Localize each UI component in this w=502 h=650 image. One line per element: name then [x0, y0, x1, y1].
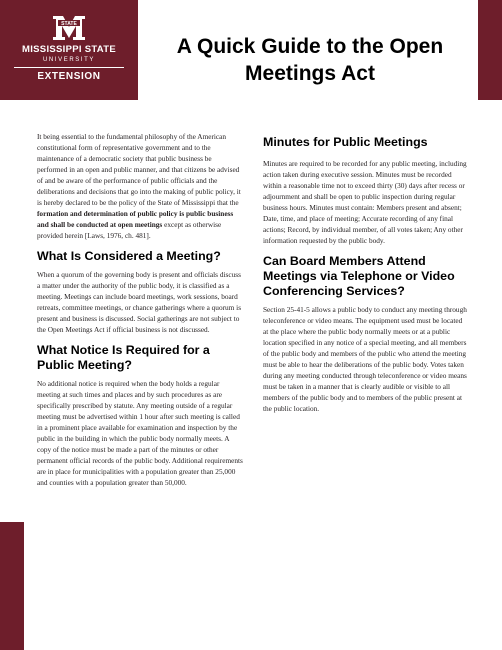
heading-what-is-considered-meeting: What Is Considered a Meeting? [37, 249, 221, 263]
decorative-bar-bottom-left [0, 522, 24, 650]
msu-m-logo-icon [51, 10, 87, 46]
intro-bold-text: formation and determination of public policy is public business and shall be conducted at open meetings [37, 209, 234, 229]
page-title: A Quick Guide to the Open Meetings Act [176, 35, 444, 85]
left-column [37, 131, 243, 488]
heading-notice-required: What Notice Is Required for a Public Meeting? [37, 343, 210, 372]
logo-divider [14, 67, 124, 68]
heading-telephone-video: Can Board Members Attend Meetings via Telephone or Video Conferencing Services? [263, 254, 455, 298]
decorative-bar-top-right [478, 0, 502, 100]
logo-extension-word: EXTENSION [37, 71, 101, 82]
intro-paragraph: It being essential to the fundamental philosophy of the American constitutional form of representative government and to the maintenance of a democratic society that public business be performed in an open and public manner, and that citizens be advised of and be aware of the performance of public officials and the deliberations and decisions that go into the making of public policy, it is hereby declared to be the policy of the State of Mississippi that the formation and determination of public policy is public business and shall be conducted at open meetings except as otherwise provided herein [Laws, 1976, ch. 481]. [37, 132, 241, 240]
logo-university-word: UNIVERSITY [42, 57, 95, 63]
logo-university-name: MISSISSIPPI STATE [22, 44, 116, 55]
heading-minutes: Minutes for Public Meetings [263, 135, 428, 149]
right-column [263, 158, 469, 414]
msu-extension-logo [0, 0, 138, 100]
logo-state-word: STATE [61, 21, 77, 27]
minutes-paragraph: Minutes are required to be recorded for any public meeting, including action taken during executive session. Minutes must be recorded within a reasonable time not to exceed thirty (30) days after recess or adjournment and shall be open to public inspection during regular business hours. Minutes must contain: Members present and absent; Date, time, and place of meeting; Accurate recording of any final actions; Record, by individual member, of all votes taken; Any other information requested by the public body. [263, 159, 467, 245]
considered-meeting-paragraph: When a quorum of the governing body is present and officials discuss a matter under the authority of the public body, it is classified as a meeting. Meetings can include board meetings, work sessions, board retreats, committee meetings, or chance gatherings where a quorum is present and business is discussed. Social gatherings are not subject to the Open Meetings Act if official business is not discussed. [37, 270, 242, 334]
notice-paragraph: No additional notice is required when the body holds a regular meeting at such times and places and by such procedures as are specifically prescribed by statute. Any meeting outside of a regular meeting must be advertised within 1 hour after such meeting is called in a prominent place available for examination and inspection by the public in the building in which the public body normally meets. A copy of the notice must be made a part of the minutes or other permanent official records of the public body. Additional requirements are in place for municipalities with a population greater than 25,000 and counties with a population greater than 50,000. [37, 379, 243, 487]
telephone-paragraph: Section 25-41-5 allows a public body to conduct any meeting through teleconference or video means. The equipment used must be located at the place where the public body normally meets or at a public location specified in any notice of a special meeting, and all members of the public body and members of the public who attend the meeting must be able to hear the deliberations of the public body. Votes taken during any meeting conducted through teleconference or video means must be taken in a manner that is clearly audible or visible to all members of the public body and to members of the public present at the public location. [263, 305, 467, 413]
